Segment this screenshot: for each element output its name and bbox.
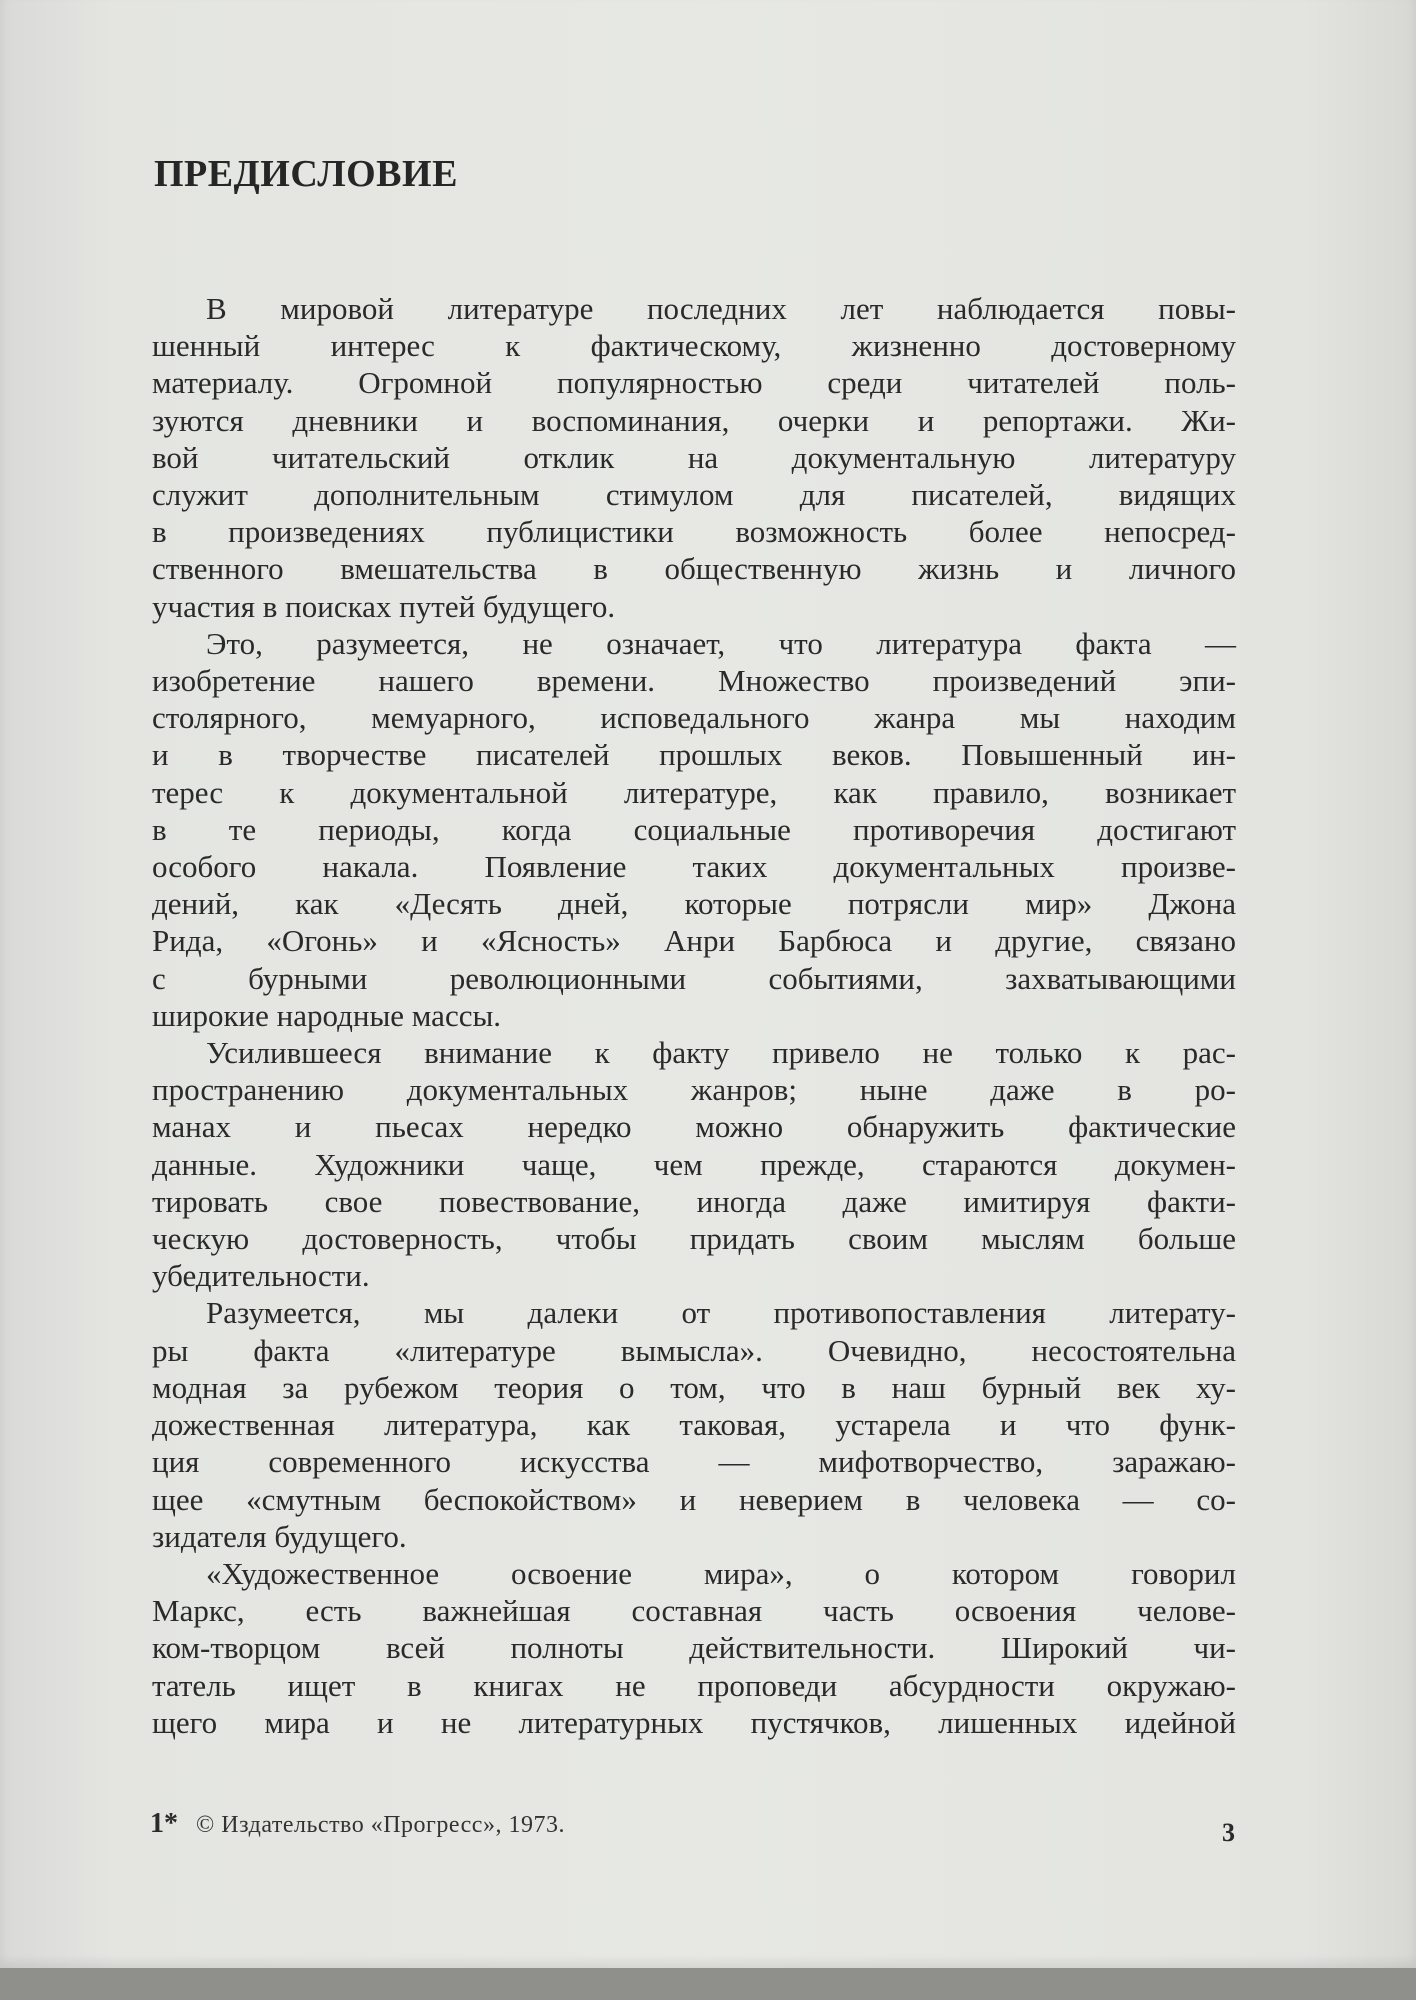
text-line: данные. Художники чаще, чем прежде, стараются докумен- <box>152 1146 1236 1182</box>
text-line: тировать свое повествование, иногда даже имитируя факти- <box>152 1183 1236 1219</box>
text-line: широкие народные массы. <box>152 997 502 1033</box>
page-title: ПРЕДИСЛОВИЕ <box>154 153 458 195</box>
text-line: шенный интерес к фактическому, жизненно достоверному <box>152 328 1236 364</box>
text-line: с бурными революционными событиями, захватывающими <box>152 960 1236 996</box>
text-line: вой читательский отклик на документальную литературу <box>152 439 1236 475</box>
text-line: Разумеется, мы далеки от противопоставления литерату- <box>206 1295 1236 1331</box>
body-text <box>152 290 1236 1741</box>
text-line: убедительности. <box>152 1258 370 1294</box>
scan-background <box>0 1968 1416 2000</box>
text-line: пространению документальных жанров; ныне даже в ро- <box>152 1072 1236 1108</box>
text-line: материалу. Огромной популярностью среди читателей поль- <box>152 365 1236 401</box>
text-line: служит дополнительным стимулом для писателей, видящих <box>152 477 1236 513</box>
signature-mark: 1* <box>150 1808 178 1839</box>
text-line: Маркс, есть важнейшая составная часть освоения челове- <box>152 1593 1236 1629</box>
paragraph <box>152 1555 1236 1741</box>
text-line: особого накала. Появление таких документальных произве- <box>152 849 1236 885</box>
text-line: изобретение нашего времени. Множество произведений эпи- <box>152 663 1236 699</box>
text-line: модная за рубежом теория о том, что в наш бурный век ху- <box>152 1369 1236 1405</box>
text-line: столярного, мемуарного, исповедального жанра мы находим <box>152 700 1236 736</box>
paragraph <box>152 1294 1236 1554</box>
text-line: дений, как «Десять дней, которые потрясли мир» Джона <box>152 886 1236 922</box>
text-line: в те периоды, когда социальные противоречия достигают <box>152 811 1236 847</box>
text-line: зуются дневники и воспоминания, очерки и репортажи. Жи- <box>152 402 1236 438</box>
text-line: щее «смутным беспокойством» и неверием в человека — со- <box>152 1481 1236 1517</box>
text-line: в произведениях публицистики возможность более непосред- <box>152 514 1236 550</box>
paragraph <box>152 1034 1236 1294</box>
text-line: ком-творцом всей полноты действительности. Широкий чи- <box>152 1630 1236 1666</box>
text-line: зидателя будущего. <box>152 1518 407 1554</box>
page-number: 3 <box>1222 1818 1235 1847</box>
text-line: Рида, «Огонь» и «Ясность» Анри Барбюса и другие, связано <box>152 923 1236 959</box>
paragraph <box>152 625 1236 1034</box>
text-line: ры факта «литературе вымысла». Очевидно, несостоятельна <box>152 1332 1236 1368</box>
text-line: Это, разумеется, не означает, что литература факта — <box>206 625 1236 661</box>
text-line: В мировой литературе последних лет наблюдается повы- <box>206 291 1236 326</box>
text-line: татель ищет в книгах не проповеди абсурдности окружаю- <box>152 1667 1236 1703</box>
text-line: и в творчестве писателей прошлых веков. Повышенный ин- <box>152 737 1236 773</box>
text-line: манах и пьесах нередко можно обнаружить фактические <box>152 1109 1236 1145</box>
text-line: дожественная литература, как таковая, устарела и что функ- <box>152 1407 1236 1443</box>
text-line: Усилившееся внимание к факту привело не только к рас- <box>206 1035 1236 1071</box>
paragraph <box>152 290 1236 625</box>
text-line: щего мира и не литературных пустячков, лишенных идейной <box>152 1704 1236 1740</box>
text-line: участия в поисках путей будущего. <box>152 588 616 624</box>
text-line: ческую достоверность, чтобы придать своим мыслям больше <box>152 1221 1236 1257</box>
text-line: ция современного искусства — мифотворчество, заражаю- <box>152 1444 1236 1480</box>
text-line: терес к документальной литературе, как правило, возникает <box>152 774 1236 810</box>
copyright-notice: © Издательство «Прогресс», 1973. <box>196 1812 565 1838</box>
text-line: ственного вмешательства в общественную жизнь и личного <box>152 551 1236 587</box>
text-line: «Художественное освоение мира», о котором говорил <box>206 1555 1236 1591</box>
